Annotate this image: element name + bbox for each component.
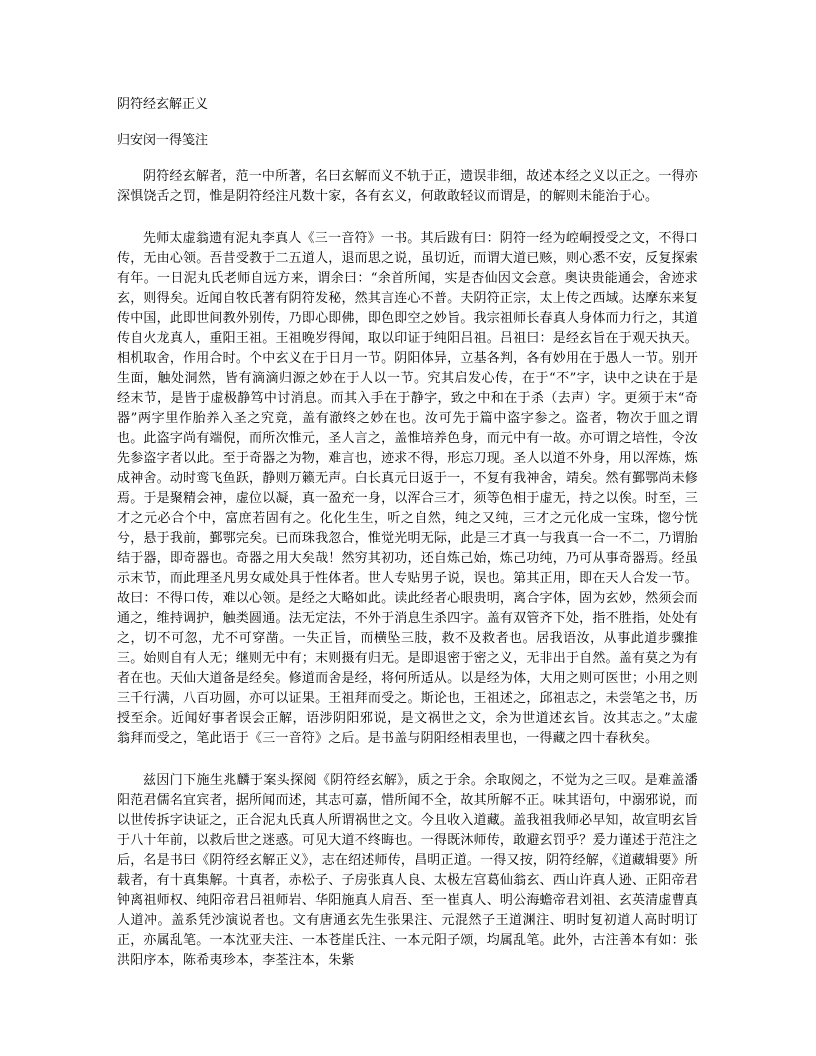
paragraph-closing: 兹因门下施生兆麟于案头探阅《阴符经玄解》，质之于余。余取阅之，不觉为之三叹。是难盖潘阳范君儒名宜宾者，据所闻而述，其志可嘉，惜所闻不全，故其所解不正。味其语句，中溺邪说，而以世传拆字诀证之，正合泥丸氏真人所谓祸世之文。今且收入道藏。盖我祖我师必早知，故宣明玄旨于八十年前，以救后世之迷惑。可见大道不终晦也。一得既沐师传，敢避玄罚乎？爰力谨述于范注之后，名是书曰《阴符经玄解正义》，志在绍述师传，昌明正道。一得又按，阴符经解，《道藏辑要》所载者，有十真集解。十真者，赤松子、子房张真人良、太极左宫葛仙翁玄、西山许真人逊、正阳帝君钟离祖师权、纯阳帝君吕祖师岩、华阳施真人肩吾、至一崔真人、明公海蟾帝君刘祖、玄英清虚曹真人道冲。盖系凭沙演说者也。文有唐通玄先生张果注、元混然子王道渊注、明时复初道人高时明订正，亦属乱笔。一本沈亚夫注、一本苍崖氏注、一本元阳子颂，均属乱笔。此外，古注善本有如：张洪阳序本，陈希夷珍本，李荃注本，朱紫	[117, 773, 699, 968]
paragraph-intro: 阴符经玄解者，范一中所著，名曰玄解而义不轨于正，遗误非细，故述本经之义以正之。一得亦深惧饶舌之罚，惟是阴符经注凡数十家，各有玄义，何敢敢轻议而谓是，的解则未能治于心。	[117, 169, 698, 204]
document-title: 阴符经玄解正义	[117, 97, 209, 112]
paragraph-main: 先师太虚翁遗有泥丸李真人《三一音符》一书。其后跋有曰：阴符一经为崆峒授受之文，不得口传，无由心领。吾昔受教于二五道人，退而思之说，虽切近，而谓大道已赅，则心悉不安，反复探索有年。一日泥丸氏老师自远方来，谓余曰：“余首所闻，实是杏仙因文会意。奥诀贵能通会，舍迹求玄，则得矣。近闻自牧氏著有阴符发秘，然其言连心不普。夫阴符正宗，太上传之西域。达摩东来复传中国，此即世间教外别传，乃即心即佛，即色即空之妙旨。我宗祖师长春真人身体而力行之，其道传自火龙真人，重阳王祖。王祖晚岁得闻，取以印证于纯阳吕祖。吕祖曰：是经玄旨在于观天执天。相机取舍，作用合时。个中玄义在于日月一节。阴阳体异，立基各判，各有妙用在于愚人一节。别开生面，触处洞然，皆有滴滴归源之妙在于人以一节。究其启发心传，在于“不”字，诀中之诀在于是经末节，是皆于虚极静笃中讨消息。而其入手在于静字，致之中和在于杀（去声）字。更须于末“奇器”两字里作胎养入圣之究竟，盖有澈终之妙在也。汝可先于篇中盗字参之。盗者，物次于皿之谓也。此盗字尚有端倪，而所次惟元，圣人言之，盖惟培养色身，而元中有一故。亦可谓之培性，令汝先参盗字者以此。至于奇器之为物，难言也，迹求不得，形忘刀现。圣人以道不外身，用以浑炼，炼成神舍。动时鸾飞鱼跃，静则万籁无声。白长真元日返于一，不复有我神舍，靖矣。然有鄞鄂尚未修焉。于是聚精会神，虚位以凝，真一盈充一身，以浑合三才，须等色相于虚无，持之以俟。时至，三才之元必合个中，富庶若固有之。化化生生，听之自然，纯之又纯，三才之元化成一宝珠，惚兮恍兮，悬于我前，鄞鄂完矣。已而珠我忽合，惟觉光明无际，此是三才真一与我真一合一不二，乃谓胎结于器，即奇器也。奇器之用大矣哉！然穷其初功，还自炼己始，炼己功纯，乃可从事奇器焉。经虽示末节，而此理圣凡男女咸处具于性体者。世人专贴男子说，误也。第其正用，即在天人合发一节。故曰：不得口传，难以心领。是经之大略如此。读此经者心眼贵明，离合字体，固为玄妙，然须会而通之，维持调护，触类圆通。法无定法，不外于消息生杀四字。盖有双管齐下处，指不胜指，处处有之，切不可忽，尤不可穿凿。一失正旨，而横坠三肢，救不及救者也。居我语汝，从事此道步骤推三。始则自有人无；继则无中有；末则摄有归无。是即退密于密之义，无非出于自然。盖有莫之为有者在也。天仙大道备是经矣。修道而舍是经，将何所适从。以是经为体，大用之则可医世；小用之则三千行满，八百功圆，亦可以证果。王祖拜而受之。斯论也，王祖述之，邱祖志之，未尝笔之书，历授至余。近闻好事者误会正解，语涉阴阳邪说，是文祸世之文，余为世道述玄旨。汝其志之。”太虚翁拜而受之，笔此语于《三一音符》之后。是书盖与阴阳经相表里也，一得藏之四十春秋矣。	[117, 231, 698, 746]
document-author: 归安闵一得笺注	[117, 133, 209, 148]
document-page	[117, 95, 698, 971]
